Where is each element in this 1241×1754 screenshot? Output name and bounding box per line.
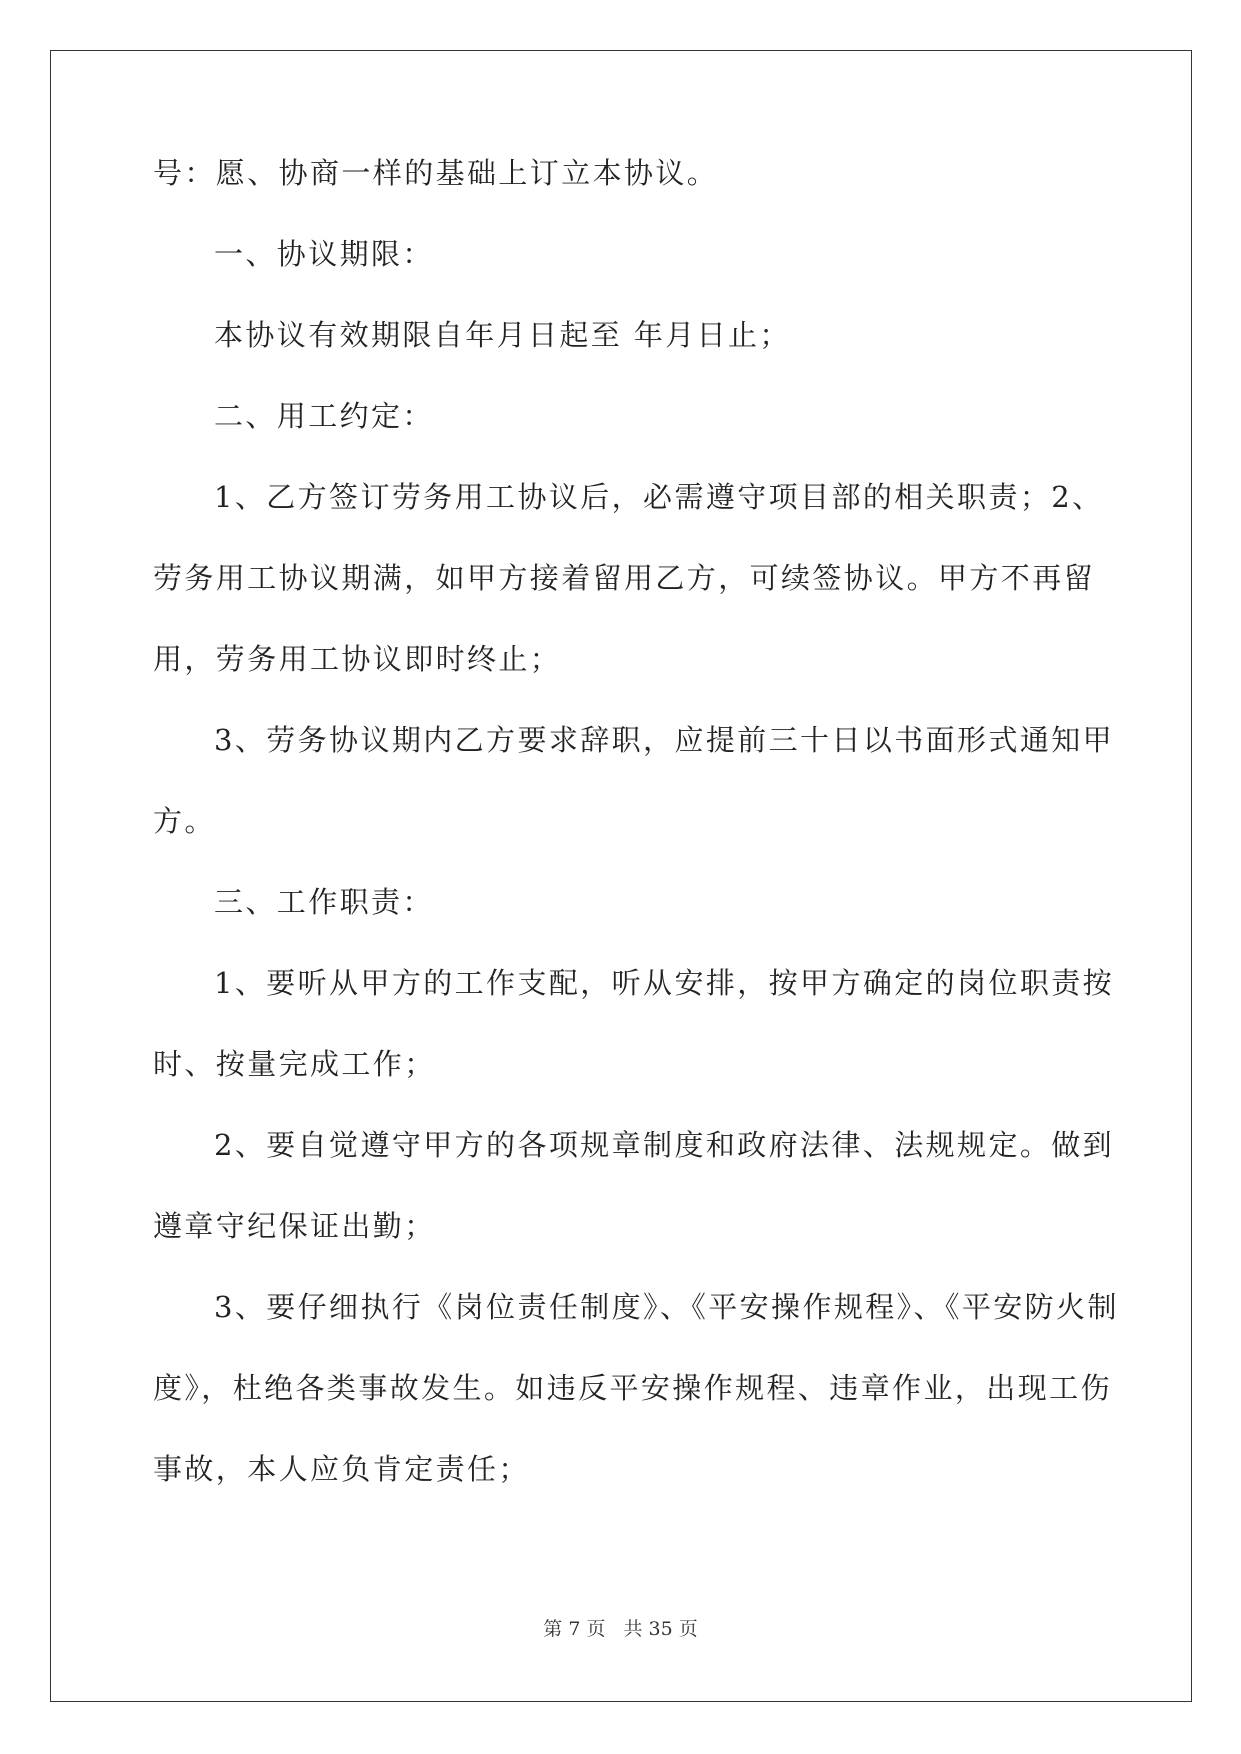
paragraph-line: 本协议有效期限自年月日起至 年月日止；	[214, 318, 791, 352]
paragraph-line: 一、协议期限：	[214, 237, 434, 271]
paragraph-line: 方。	[153, 804, 216, 838]
paragraph-line: 时、按量完成工作；	[153, 1047, 436, 1081]
page-footer	[0, 1614, 1241, 1641]
section-heading-duties	[153, 862, 1093, 943]
paragraph-8	[153, 943, 1115, 1105]
paragraph-line: 二、用工约定：	[214, 399, 434, 433]
section-heading-employment	[153, 376, 1093, 457]
paragraph-line: 1、要听从甲方的工作支配，听从安排，按甲方确定的岗位职责按	[214, 966, 1115, 1000]
paragraph-line: 3、要仔细执行《岗位责任制度》、《平安操作规程》、《平安防火制	[214, 1290, 1119, 1324]
paragraph-line: 号：愿、协商一样的基础上订立本协议。	[153, 156, 719, 190]
paragraph-line: 遵章守纪保证出勤；	[153, 1209, 436, 1243]
paragraph-3	[153, 295, 1093, 376]
page-total: 共 35 页	[623, 1618, 698, 1640]
paragraph-line: 劳务用工协议期满，如甲方接着留用乙方，可续签协议。甲方不再留	[153, 561, 1096, 595]
paragraph-1	[153, 133, 1093, 214]
paragraph-line: 3、劳务协议期内乙方要求辞职，应提前三十日以书面形式通知甲	[214, 723, 1115, 757]
paragraph-6	[153, 700, 1115, 862]
paragraph-line: 1、乙方签订劳务用工协议后，必需遵守项目部的相关职责；2、	[214, 480, 1104, 514]
paragraph-10	[153, 1267, 1119, 1510]
page-number: 第 7 页	[543, 1618, 606, 1640]
paragraph-9	[153, 1105, 1115, 1267]
section-heading-term	[153, 214, 1093, 295]
paragraph-line: 事故，本人应负肯定责任；	[153, 1452, 530, 1486]
paragraph-line: 2、要自觉遵守甲方的各项规章制度和政府法律、法规规定。做到	[214, 1128, 1115, 1162]
paragraph-line: 度》，杜绝各类事故发生。如违反平安操作规程、违章作业，出现工伤	[153, 1371, 1112, 1405]
paragraph-line: 三、工作职责：	[214, 885, 434, 919]
paragraph-5	[153, 457, 1104, 700]
paragraph-line: 用，劳务用工协议即时终止；	[153, 642, 562, 676]
